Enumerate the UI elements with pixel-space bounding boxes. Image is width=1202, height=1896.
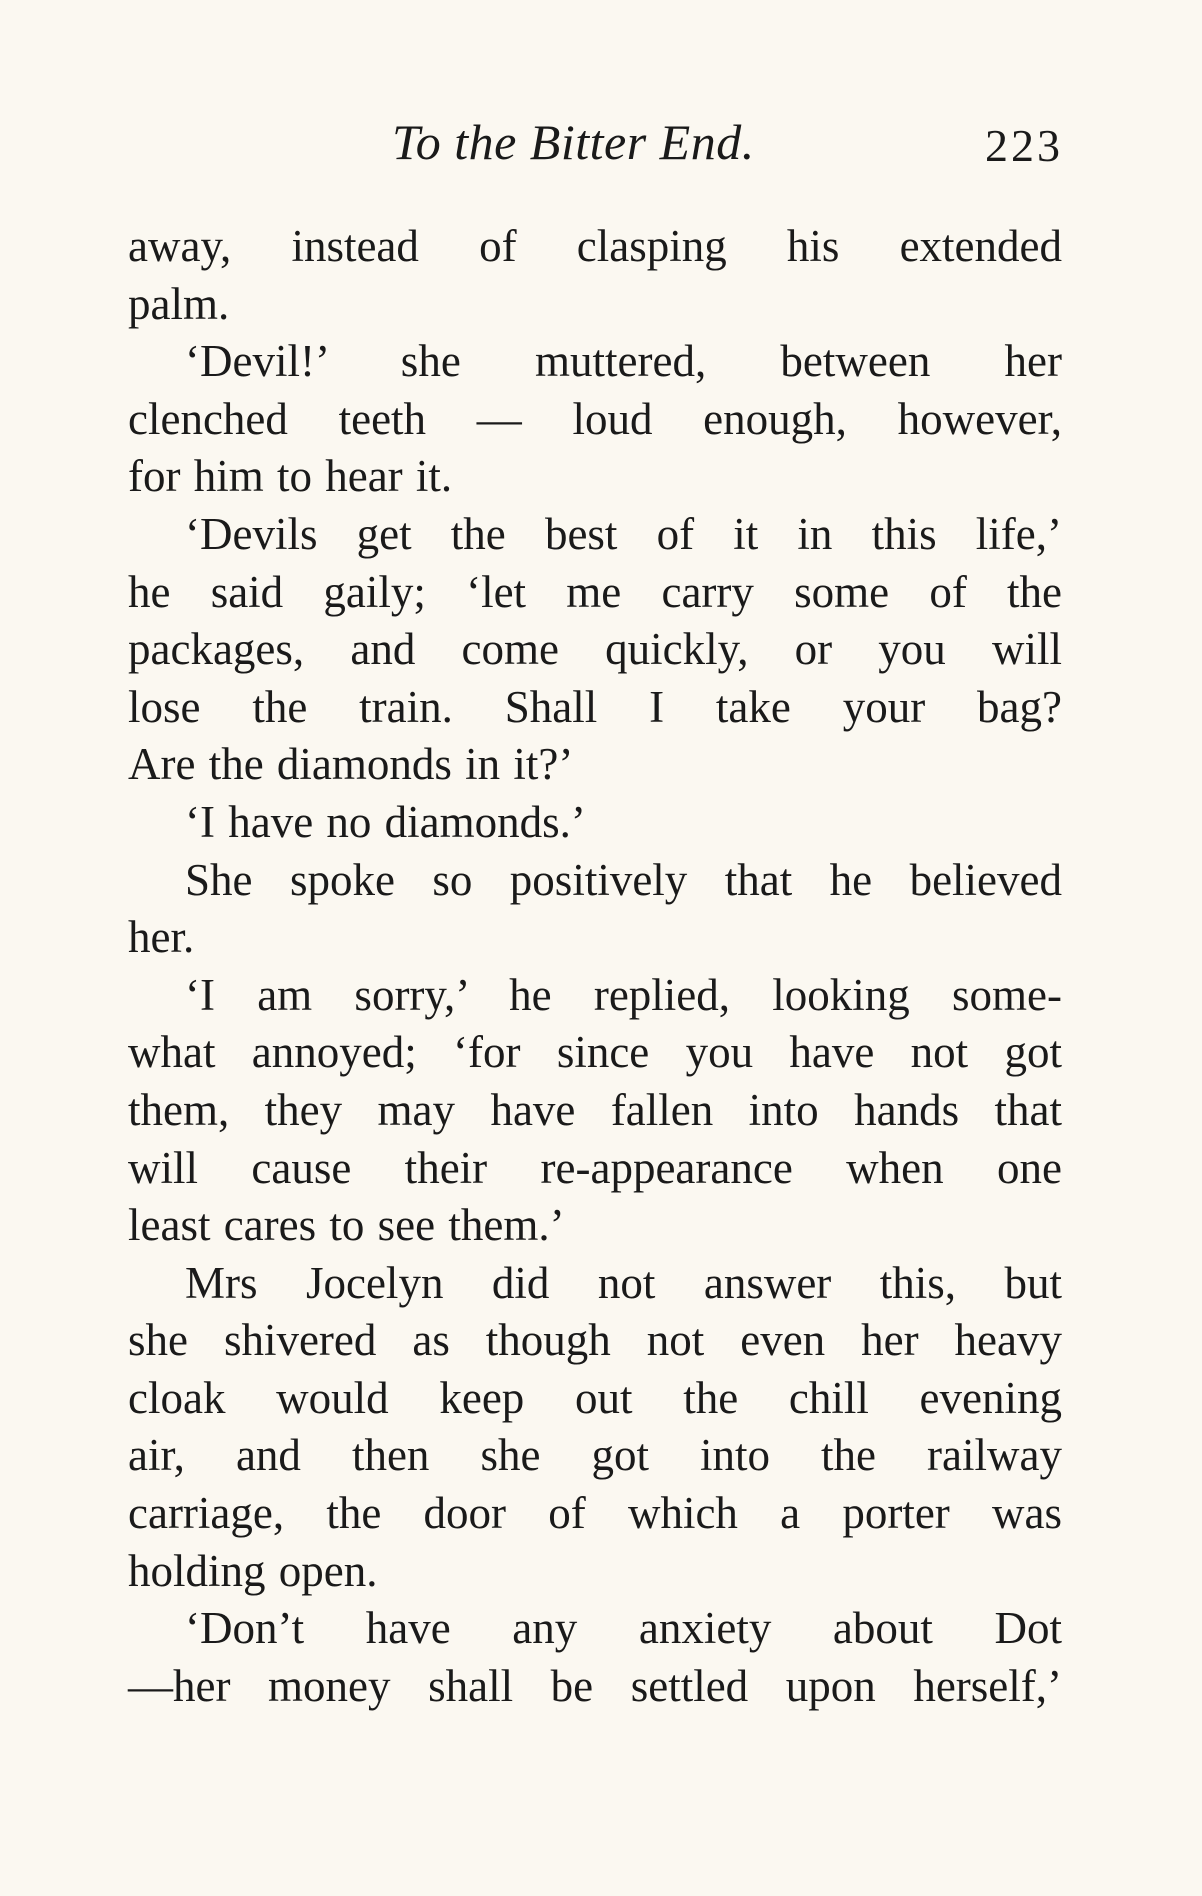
text-line: her. bbox=[128, 912, 195, 963]
text-line: for him to hear it. bbox=[128, 451, 453, 502]
text-line: palm. bbox=[128, 278, 230, 329]
page-number: 223 bbox=[985, 120, 1063, 171]
text-line: clenched teeth — loud enough, however, bbox=[128, 393, 1062, 444]
text-line: what annoyed; ‘for since you have not got bbox=[128, 1027, 1062, 1078]
text-line: ‘Don’t have any anxiety about Dot bbox=[185, 1603, 1062, 1654]
text-line: ‘I am sorry,’ he replied, looking some- bbox=[185, 969, 1062, 1020]
text-line: ‘Devil!’ she muttered, between her bbox=[185, 336, 1062, 387]
text-line: Are the diamonds in it?’ bbox=[128, 739, 574, 790]
text-line: he said gaily; ‘let me carry some of the bbox=[128, 566, 1062, 617]
text-line: ‘I have no diamonds.’ bbox=[185, 796, 586, 847]
text-line: holding open. bbox=[128, 1545, 378, 1596]
text-line: cloak would keep out the chill evening bbox=[128, 1372, 1062, 1423]
text-line: away, instead of clasping his extended bbox=[128, 221, 1062, 271]
text-line: ‘Devils get the best of it in this life,’ bbox=[185, 508, 1062, 559]
text-line: she shivered as though not even her heavy bbox=[128, 1315, 1062, 1366]
body-text bbox=[128, 218, 1062, 1715]
running-title: To the Bitter End. bbox=[392, 114, 755, 170]
text-line: air, and then she got into the railway bbox=[128, 1430, 1062, 1481]
text-line: least cares to see them.’ bbox=[128, 1200, 565, 1251]
text-line: —her money shall be settled upon herself,’ bbox=[128, 1660, 1062, 1711]
running-head bbox=[0, 112, 1202, 172]
text-line: will cause their re-appearance when one bbox=[128, 1142, 1062, 1193]
text-line: She spoke so positively that he believed bbox=[185, 854, 1062, 905]
text-line: Mrs Jocelyn did not answer this, but bbox=[185, 1257, 1062, 1308]
text-line: carriage, the door of which a porter was bbox=[128, 1488, 1062, 1539]
text-line: packages, and come quickly, or you will bbox=[128, 624, 1062, 675]
text-line: them, they may have fallen into hands that bbox=[128, 1084, 1062, 1135]
text-line: lose the train. Shall I take your bag? bbox=[128, 681, 1062, 732]
